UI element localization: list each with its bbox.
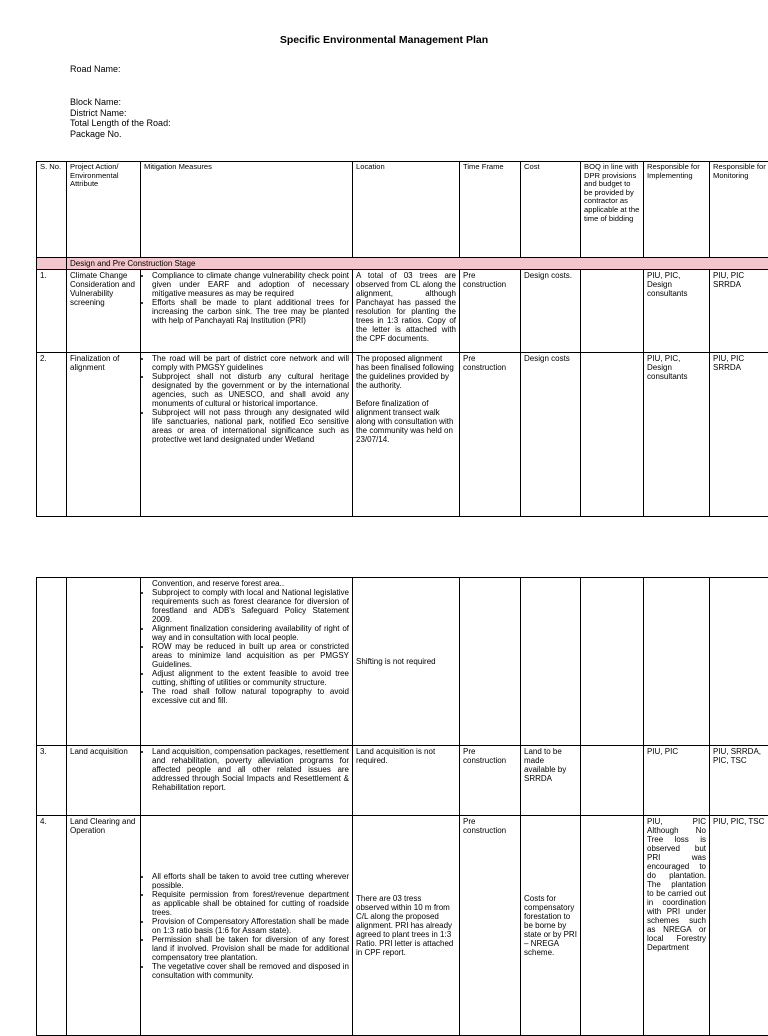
- district-name-label: District Name:: [70, 108, 171, 119]
- emp-table-page-2: [36, 577, 768, 1036]
- total-length-label: Total Length of the Road:: [70, 118, 171, 129]
- header-responsible-monitoring: Responsible for Monitoring: [710, 162, 768, 258]
- row-location: Shifting is not required: [353, 578, 460, 746]
- row-responsible-implementing: PIU, PIC, Design consultants: [644, 270, 710, 353]
- table-header-row: [37, 162, 768, 258]
- measure-item: • Subproject will not pass through any designated wild life sanctuaries, national park, notified Eco sensitive areas or area of international significance such as protective wet land designated under Wetland: [152, 408, 349, 444]
- row-boq: [581, 270, 644, 353]
- header-boq: BOQ in line with DPR provisions and budget to be provided by contractor as applicable at the time of bidding: [581, 162, 644, 258]
- row-cost: Land to be made available by SRRDA: [521, 746, 581, 816]
- measure-item: • Land acquisition, compensation packages, resettlement and rehabilitation, poverty alleviation programs for affected people and all other related issues are addressed through Social Impacts and Resettlement & Rehabilitation report.: [152, 747, 349, 792]
- row-location: Land acquisition is not required.: [353, 746, 460, 816]
- measure-item: • The road shall follow natural topography to avoid excessive cut and fill.: [152, 687, 349, 705]
- row-cost: Design costs: [521, 353, 581, 517]
- header-mitigation: Mitigation Measures: [141, 162, 353, 258]
- measure-item: • ROW may be reduced in built up area or constricted areas to minimize land acquisition as per PMGSY Guidelines.: [152, 642, 349, 669]
- stage-row: [37, 258, 768, 270]
- measure-item: • Subproject shall not disturb any cultural heritage designated by the government or by the international agencies, such as UNESCO, and shall avoid any monuments of cultural or historical importance.: [152, 372, 349, 408]
- measure-item: • Efforts shall be made to plant additional trees for increasing the carbon sink. The tree may be planted with help of Panchayati Raj Institution (PRI): [152, 298, 349, 325]
- header-location: Location: [353, 162, 460, 258]
- road-name-field: [70, 64, 121, 75]
- row-time-frame: Pre construction: [460, 746, 521, 816]
- table-row: [37, 816, 768, 1036]
- document-title: Specific Environmental Management Plan: [0, 34, 768, 46]
- header-cost: Cost: [521, 162, 581, 258]
- measure-item: • Compliance to climate change vulnerability check point given under EARF and adoption of necessary mitigative measures as may be required: [152, 271, 349, 298]
- row-sno: 2.: [37, 353, 67, 517]
- row-sno: 4.: [37, 816, 67, 1036]
- measure-item: • Subproject to comply with local and National legislative requirements such as forest clearance for diversion of forestland and ADB's Safeguard Policy Statement 2009.: [152, 588, 349, 624]
- header-responsible-implementing: Responsible for Implementing: [644, 162, 710, 258]
- row-attribute: Land acquisition: [67, 746, 141, 816]
- stage-label: Design and Pre Construction Stage: [67, 258, 768, 270]
- row-sno: 1.: [37, 270, 67, 353]
- row-attribute: Climate Change Consideration and Vulnerability screening: [67, 270, 141, 353]
- row-attribute: Land Clearing and Operation: [67, 816, 141, 1036]
- row-boq: [581, 746, 644, 816]
- row-boq: [581, 353, 644, 517]
- row-boq: [581, 816, 644, 1036]
- row-measures: [141, 816, 353, 1036]
- row-responsible-monitoring: PIU, PIC SRRDA: [710, 270, 768, 353]
- block-name-label: Block Name:: [70, 97, 171, 108]
- row-measures: [141, 746, 353, 816]
- measure-lead: Convention, and reserve forest area..: [144, 579, 349, 588]
- location-paragraph: Before finalization of alignment transect walk along with consultation with the community was held on 23/07/14.: [356, 399, 456, 444]
- location-paragraph: The proposed alignment has been finalised following the guidelines provided by the authority.: [356, 354, 456, 390]
- row-responsible-implementing: PIU, PIC, Design consultants: [644, 353, 710, 517]
- road-name-label: Road Name:: [70, 64, 121, 75]
- measure-item: • All efforts shall be taken to avoid tree cutting wherever possible.: [152, 872, 349, 890]
- measure-item: • Requisite permission from forest/revenue department as applicable shall be obtained for cutting of roadside trees.: [152, 890, 349, 917]
- row-sno: 3.: [37, 746, 67, 816]
- measure-item: • Permission shall be taken for diversion of any forest land if involved. Provision shall be made for additional compensatory tree plantation.: [152, 935, 349, 962]
- row-measures: [141, 353, 353, 517]
- row-time-frame: Pre construction: [460, 353, 521, 517]
- table-row: [37, 353, 768, 517]
- row-responsible-monitoring: PIU, PIC SRRDA: [710, 353, 768, 517]
- row-measures: [141, 578, 353, 746]
- package-no-label: Package No.: [70, 129, 171, 140]
- row-location: There are 03 tress observed within 10 m from C/L along the proposed alignment. PRI has already agreed to plant trees in 1:3 Ratio. PRI letter is attached in CPF report.: [353, 816, 460, 1036]
- row-location: A total of 03 trees are observed from CL along the alignment, although Panchayat has passed the resolution for planting the trees in 1:3 ratios. Copy of the letter is attached with the CPF documents.: [353, 270, 460, 353]
- row-cost: Design costs.: [521, 270, 581, 353]
- measure-item: • The vegetative cover shall be removed and disposed in consultation with community.: [152, 962, 349, 980]
- row-time-frame: Pre construction: [460, 816, 521, 1036]
- row-location: [353, 353, 460, 517]
- row-responsible-implementing: PIU, PIC: [644, 746, 710, 816]
- header-time-frame: Time Frame: [460, 162, 521, 258]
- row-responsible-monitoring: PIU, PIC, TSC: [710, 816, 768, 1036]
- row-measures: [141, 270, 353, 353]
- row-cost: Costs for compensatory forestation to be borne by state or by PRI – NREGA scheme.: [521, 816, 581, 1036]
- table-row: [37, 746, 768, 816]
- row-attribute: Finalization of alignment: [67, 353, 141, 517]
- emp-table-page-1: [36, 161, 768, 517]
- measure-item: • Alignment finalization considering availability of right of way and in consultation with local people.: [152, 624, 349, 642]
- header-project-action: Project Action/ Environmental Attribute: [67, 162, 141, 258]
- measure-item: • Adjust alignment to the extent feasible to avoid tree cutting, shifting of utilities or community structure.: [152, 669, 349, 687]
- measure-item: • Provision of Compensatory Afforestation shall be made on 1:3 ratio basis (1:6 for Assam state).: [152, 917, 349, 935]
- measure-item: • The road will be part of district core network and will comply with PMGSY guidelines: [152, 354, 349, 372]
- header-sno: S. No.: [37, 162, 67, 258]
- table-row-continuation: [37, 578, 768, 746]
- row-time-frame: Pre construction: [460, 270, 521, 353]
- row-responsible-implementing: PIU, PIC Although No Tree loss is observed but PRI was encouraged to do plantation. The plantation to be carried out in coordination with PRI under schemes such as NREGA or local Forestry Department: [644, 816, 710, 1036]
- table-row: [37, 270, 768, 353]
- road-details: [70, 97, 171, 139]
- row-responsible-monitoring: PIU, SRRDA, PIC, TSC: [710, 746, 768, 816]
